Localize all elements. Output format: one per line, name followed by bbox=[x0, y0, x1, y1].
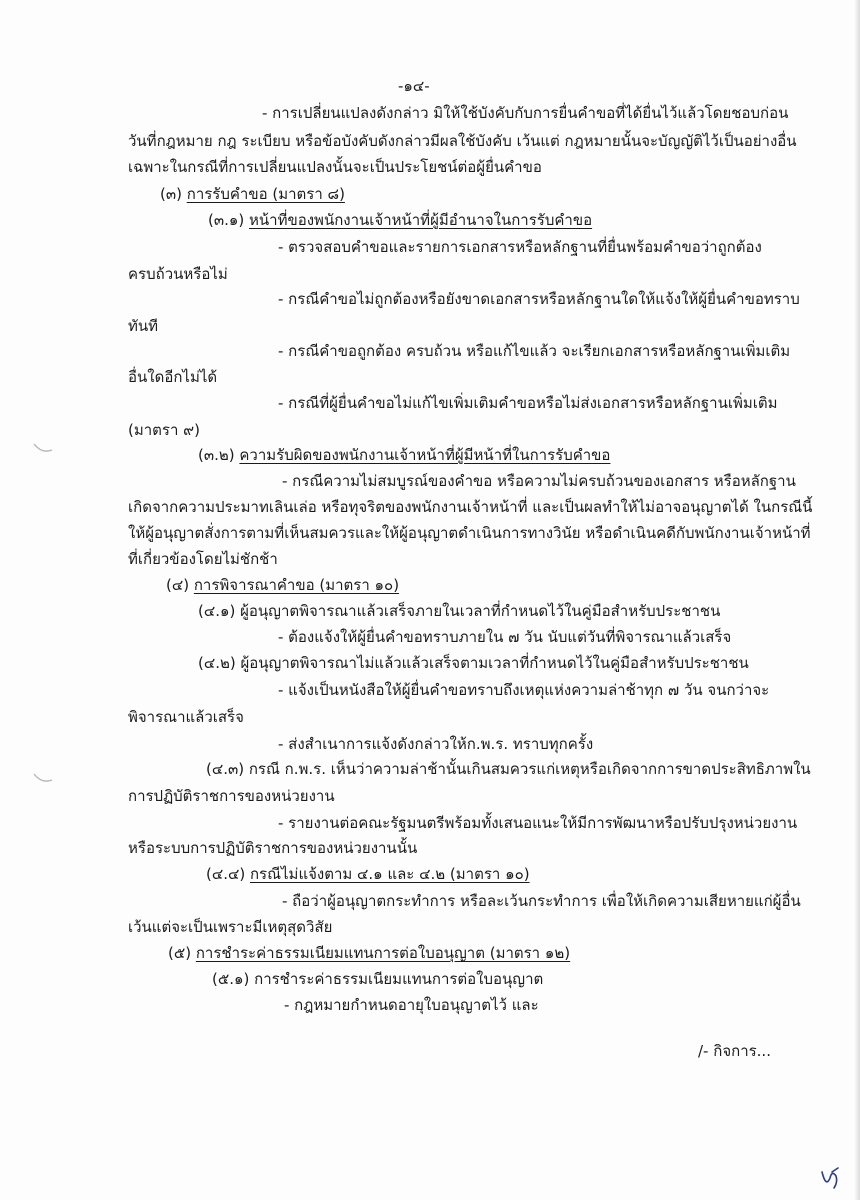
section-number: (๔) bbox=[166, 576, 194, 594]
text-line: - กรณีที่ผู้ยื่นคำขอไม่แก้ไขเพิ่มเติมคำขอหรือไม่ส่งเอกสารหรือหลักฐานเพิ่มเติม bbox=[278, 394, 778, 412]
section-4-heading bbox=[166, 574, 399, 596]
text-line: ที่เกี่ยวข้องโดยไม่ชักช้า bbox=[128, 550, 278, 568]
section-3-heading bbox=[160, 183, 345, 205]
page-number: -๑๔- bbox=[398, 77, 430, 95]
section-number: (๔.๔) bbox=[206, 865, 250, 883]
section-title: การพิจารณาคำขอ (มาตรา ๑๐) bbox=[193, 576, 400, 594]
text-line: (๔.๒) ผู้อนุญาตพิจารณาไม่แล้วแล้วเสร็จตามเวลาที่กำหนดไว้ในคู่มือสำหรับประชาชน bbox=[198, 654, 749, 672]
text-line: - กรณีความไม่สมบูรณ์ของคำขอ หรือความไม่ครบถ้วนของเอกสาร หรือหลักฐาน bbox=[282, 472, 796, 490]
section-5-heading bbox=[168, 942, 570, 964]
continuation-note: /- กิจการ... bbox=[698, 1042, 771, 1060]
text-line: วันที่กฎหมาย กฎ ระเบียบ หรือข้อบังคับดังกล่าวมีผลใช้บังคับ เว้นแต่ กฎหมายนั้นจะบัญญัติไว้เป็นอย่างอื่น bbox=[128, 132, 797, 150]
text-line: - รายงานต่อคณะรัฐมนตรีพร้อมทั้งเสนอแนะให้มีการพัฒนาหรือปรับปรุงหน่วยงาน bbox=[278, 814, 798, 832]
text-line: (๕.๑) การชำระค่าธรรมเนียมแทนการต่อใบอนุญาต bbox=[212, 970, 544, 988]
text-line: (๔.๑) ผู้อนุญาตพิจารณาแล้วเสร็จภายในเวลาที่กำหนดไว้ในคู่มือสำหรับประชาชน bbox=[198, 602, 721, 620]
text-line: - ตรวจสอบคำขอและรายการเอกสารหรือหลักฐานที่ยื่นพร้อมคำขอว่าถูกต้อง bbox=[278, 238, 762, 256]
text-line: ให้ผู้อนุญาตสั่งการตามที่เห็นสมควรและให้ผู้อนุญาตดำเนินการทางวินัย หรือดำเนินคดีกับพนักงานเจ้าหน้าที่ bbox=[128, 524, 811, 542]
text-line: หรือระบบการปฏิบัติราชการของหน่วยงานนั้น bbox=[128, 839, 418, 857]
text-line: (๔.๓) กรณี ก.พ.ร. เห็นว่าความล่าช้านั้นเกินสมควรแก่เหตุหรือเกิดจากการขาดประสิทธิภาพใน bbox=[206, 760, 811, 778]
page-edge-shadow bbox=[854, 0, 860, 1200]
section-title: การรับคำขอ (มาตรา ๘) bbox=[186, 185, 345, 203]
text-line: - ต้องแจ้งให้ผู้ยื่นคำขอทราบภายใน ๗ วัน นับแต่วันที่พิจารณาแล้วเสร็จ bbox=[278, 628, 732, 646]
subsection-3-2-heading bbox=[198, 444, 610, 466]
section-number: (๓.๒) bbox=[198, 446, 240, 464]
text-line: ทันที bbox=[128, 317, 159, 335]
section-title: ความรับผิดของพนักงานเจ้าหน้าที่ผู้มีหน้าที่ในการรับคำขอ bbox=[239, 446, 611, 464]
text-line: - กรณีคำขอไม่ถูกต้องหรือยังขาดเอกสารหรือหลักฐานใดให้แจ้งให้ผู้ยื่นคำขอทราบ bbox=[278, 290, 800, 308]
subsection-4-4-heading bbox=[206, 863, 530, 885]
text-line: ครบถ้วนหรือไม่ bbox=[128, 265, 228, 283]
section-title: หน้าที่ของพนักงานเจ้าหน้าที่ผู้มีอำนาจในการรับคำขอ bbox=[249, 211, 593, 229]
text-line: เว้นแต่จะเป็นเพราะมีเหตุสุดวิสัย bbox=[128, 918, 333, 936]
text-line: - ถือว่าผู้อนุญาตกระทำการ หรือละเว้นกระทำการ เพื่อให้เกิดความเสียหายแก่ผู้อื่น bbox=[282, 892, 801, 910]
text-line: - ส่งสำเนาการแจ้งดังกล่าวให้ก.พ.ร. ทราบทุกครั้ง bbox=[278, 735, 594, 753]
text-line: การปฏิบัติราชการของหน่วยงาน bbox=[128, 787, 335, 805]
initials-signature-icon bbox=[818, 1166, 842, 1192]
subsection-3-1-heading bbox=[208, 209, 592, 231]
text-line: (มาตรา ๙) bbox=[128, 421, 200, 439]
section-number: (๓) bbox=[160, 185, 187, 203]
text-line: - แจ้งเป็นหนังสือให้ผู้ยื่นคำขอทราบถึงเหตุแห่งความล่าช้าทุก ๗ วัน จนกว่าจะ bbox=[278, 681, 770, 699]
text-line: เฉพาะในกรณีที่การเปลี่ยนแปลงนั้นจะเป็นประโยชน์ต่อผู้ยื่นคำขอ bbox=[128, 158, 542, 176]
section-title: กรณีไม่แจ้งตาม ๔.๑ และ ๔.๒ (มาตรา ๑๐) bbox=[249, 865, 530, 883]
punch-hole-mark-icon bbox=[32, 442, 54, 454]
text-line: - กฎหมายกำหนดอายุใบอนุญาตไว้ และ bbox=[284, 996, 539, 1014]
section-number: (๕) bbox=[168, 944, 196, 962]
section-number: (๓.๑) bbox=[208, 211, 250, 229]
text-line: อื่นใดอีกไม่ได้ bbox=[128, 368, 218, 386]
text-line: - การเปลี่ยนแปลงดังกล่าว มิให้ใช้บังคับกับการยื่นคำขอที่ได้ยื่นไว้แล้วโดยชอบก่อน bbox=[262, 104, 789, 122]
section-title: การชำระค่าธรรมเนียมแทนการต่อใบอนุญาต (มาตรา ๑๒) bbox=[195, 944, 571, 962]
text-line: พิจารณาแล้วเสร็จ bbox=[128, 708, 244, 726]
text-line: - กรณีคำขอถูกต้อง ครบถ้วน หรือแก้ไขแล้ว จะเรียกเอกสารหรือหลักฐานเพิ่มเติม bbox=[278, 342, 791, 360]
text-line: เกิดจากความประมาทเลินเล่อ หรือทุจริตของพนักงานเจ้าหน้าที่ และเป็นผลทำให้ไม่อาจอนุญาตได้ ในกรณีนี้ bbox=[128, 498, 813, 516]
punch-hole-mark-icon bbox=[32, 772, 54, 784]
